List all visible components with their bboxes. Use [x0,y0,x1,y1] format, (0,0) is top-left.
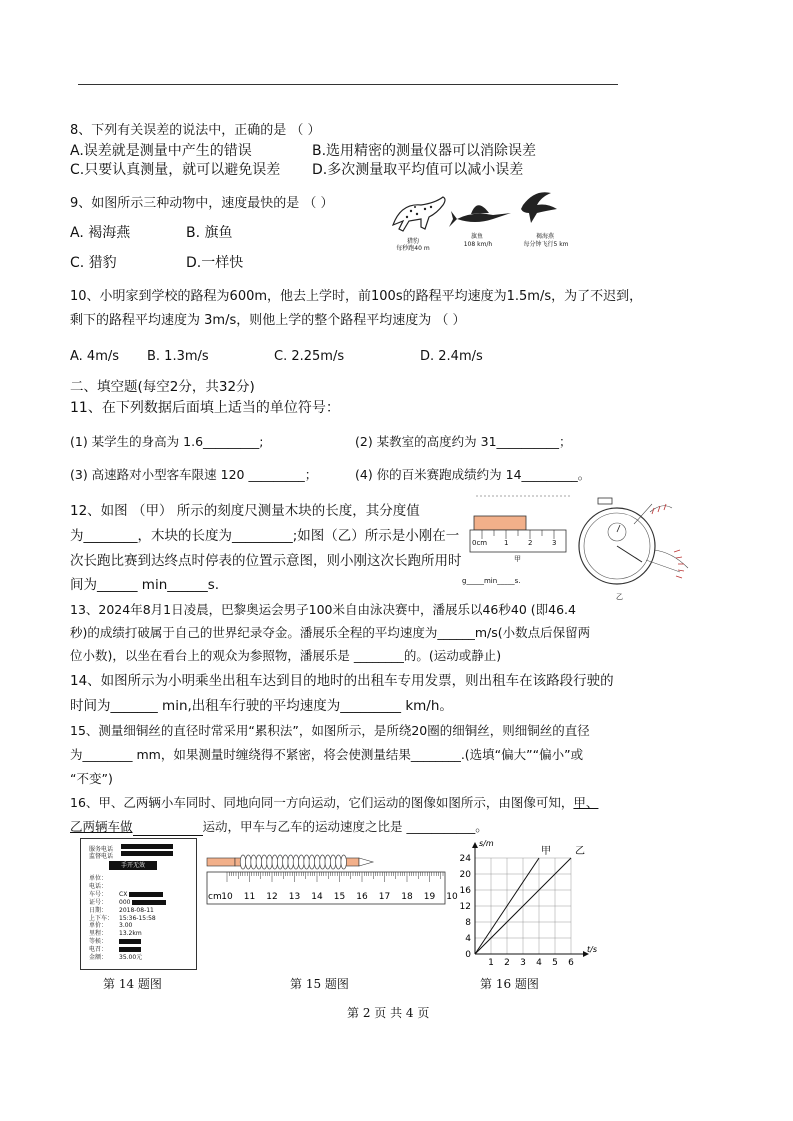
q8-option-a: A.误差就是测量中产生的错误 [70,143,252,159]
q11-part2: (2) 某教室的高度约为 31__________； [355,434,572,449]
coil-loop [256,855,262,869]
coil-loop [283,855,289,869]
coil-loop [304,855,310,869]
series-label-yi: 乙 [575,846,585,857]
coil-loop [320,855,326,869]
cheetah-icon [393,197,445,231]
coil-loop [240,855,246,869]
ruler-tick-label: 16 [356,892,368,902]
q15-line1: 15、测量细铜丝的直径时常采用“累积法”，如图所示，是所绕20圈的细铜丝，则细铜丝的直径 [70,723,590,738]
redacted-bar [119,939,141,944]
q13-line2: 秒)的成绩打破属于自己的世界纪录夺金。潘展乐全程的平均速度为______m/s(小数点后保留两 [70,625,591,640]
q8-stem: 8、下列有关误差的说法中，正确的是 （ ） [70,123,321,138]
coil-ruler-figure [205,848,458,908]
q15-line2: 为________ mm，如果测量时缠绕得不紧密，将会使测量结果________.(选填“偏大”“偏小”或 [70,747,584,762]
ruler-tick-label: 12 [266,892,278,902]
st-chart-svg [455,839,605,972]
ruler-tick-label: 10 [446,892,458,902]
receipt-row-key: 电召： [89,946,108,954]
x-tick-label: 5 [552,958,558,968]
st-chart-figure [455,839,605,972]
receipt-row [89,922,132,929]
cheetah-name: 猎豹 [406,238,419,245]
receipt-row [89,915,156,922]
coil-loop [272,855,278,869]
y-tick-label: 8 [465,918,471,928]
q11-part1: (1) 某学生的身高为 1.6_________; [70,434,264,449]
fig-jia-label: 甲 [514,555,521,563]
receipt-row [89,899,166,906]
q8-option-d: D.多次测量取平均值可以减小误差 [312,162,524,178]
receipt-row-key: 车号： [89,890,108,898]
ruler-tick-1: 1 [504,539,509,547]
ruler-tick-label: 11 [243,892,256,902]
wood-block [474,516,526,530]
receipt-row-key: 里程： [89,930,108,938]
q16-line2-text: 运动，甲车与乙车的运动速度之比是 ___________。 [202,819,488,834]
q10-option-c: C. 2.25m/s [274,349,345,364]
coil-loop [288,855,294,869]
receipt-row-key: 金额： [89,954,108,961]
x-tick-label: 4 [536,958,542,968]
coil-loop [336,855,342,869]
sailfish-icon [449,205,511,227]
coil-loop [267,855,273,869]
receipt-row-key: 上下车： [89,914,114,922]
receipt-row [89,875,119,882]
stopwatch-answer-caption: g_____min_____s. [462,577,521,585]
ruler-tick-label: 19 [423,892,436,902]
q12-line1: 12、如图 （甲） 所示的刻度尺测量木块的长度，其分度值 [70,503,420,519]
ruler-tick-label: 10 [221,892,233,902]
x-tick-label: 2 [504,958,510,968]
header-rule [78,84,618,85]
q16-line1 [70,794,598,812]
coil-ruler-svg [205,848,458,908]
fig-yi-label: 乙 [616,593,623,601]
receipt-row-value: 15:36-15:58 [119,914,156,922]
receipt-row-key: 电话： [89,882,108,890]
q10-line2: 剩下的路程平均速度为 3m/s，则他上学的整个路程平均速度为 （ ） [70,313,466,328]
caption-fig14: 第 14 题图 [103,977,162,991]
q12-line3: 次长跑比赛到达终点时停表的位置示意图，则小刚这次长跑所用时 [70,553,462,569]
taxi-receipt [80,838,197,970]
receipt-row-key: 单位： [89,875,108,882]
ruler-tick-2: 2 [528,539,533,547]
pencil-body [207,858,235,866]
receipt-row-value: CX [119,890,128,898]
redacted-bar [121,851,173,856]
receipt-row [89,883,119,890]
receipt-row [89,891,163,898]
receipt-row-key: 证号： [89,898,108,906]
y-tick-label: 20 [459,870,471,880]
section-2-title: 二、填空题(每空2分，共32分) [70,379,255,395]
coil-loop [330,855,336,869]
q14-line2: 时间为_______ min,出租车行驶的平均速度为_________ km/h。 [70,698,453,714]
q10-option-a: A. 4m/s [70,349,120,364]
coil-loop [293,855,299,869]
ruler-tick-label: 17 [378,892,391,902]
x-tick-label: 1 [488,958,494,968]
q11-stem: 11、在下列数据后面填上适当的单位符号： [70,400,340,416]
q13-line3: 位小数)，以坐在看台上的观众为参照物，潘展乐是 ________的。(运动或静止) [70,648,502,663]
receipt-row [89,938,141,945]
x-tick-label: 6 [568,958,574,968]
coil-loop [277,855,283,869]
pencil-tip [359,858,373,866]
redacted-bar [132,900,166,905]
q13-line1: 13、2024年8月1日凌晨，巴黎奥运会男子100米自由泳决赛中，潘展乐以46秒40 (即46.4 [70,602,576,617]
coil-loop [341,855,347,869]
q9-stem: 9、如图所示三种动物中，速度最快的是 （ ） [70,196,334,211]
ruler-tick-label: 13 [288,892,301,902]
q12-line2: 为________，木块的长度为_________;如图（乙）所示是小刚在一 [70,528,460,544]
receipt-header-supervise: 监督电话 [89,853,114,860]
q8-option-c: C.只要认真测量，就可以避免误差 [70,162,281,178]
swallow-speed: 每分钟飞行5 km [523,241,569,248]
q14-line1: 14、如图所示为小明乘坐出租车达到目的地时的出租车专用发票，则出租车在该路段行驶的 [70,673,614,689]
sailfish-speed: 108 km/h [463,241,493,248]
ruler-tick-3: 3 [552,539,557,547]
q16-line2 [70,818,488,836]
q16-line1-underlined: 甲、 [573,795,599,810]
coil-loop [299,855,305,869]
coil-loop [314,855,320,869]
q10-option-b: B. 1.3m/s [147,349,209,364]
q9-option-c: C. 猎豹 [70,255,117,271]
receipt-row-value: 35.00元 [119,954,143,961]
receipt-row-value: 13.2km [119,930,142,938]
y-tick-label: 24 [459,854,471,864]
y-tick-label: 12 [459,902,471,912]
y-axis-label: s/m [479,839,494,848]
q15-line3: “不变”) [70,771,113,786]
coil-loop [261,855,267,869]
q9-option-d: D.一样快 [186,255,244,271]
q16-blank [133,822,203,836]
cheetah-speed: 每秒跑40 m [396,245,430,252]
q11-part3: (3) 高速路对小型客车限速 120 _________； [70,467,318,482]
swallow-icon [521,192,557,223]
coil-loop [309,855,315,869]
q11-part4: (4) 你的百米赛跑成绩约为 14_________。 [355,467,591,482]
receipt-row-key: 日期： [89,906,108,914]
series-label-jia: 甲 [541,846,551,857]
receipt-row-value: 000 [119,898,131,906]
receipt-row [89,907,154,914]
swallow-name: 褐海燕 [535,233,554,240]
stopwatch-svg [576,492,696,604]
redacted-bar [119,947,141,952]
page-footer: 第 2 页 共 4 页 [347,1006,430,1020]
redacted-bar [129,892,163,897]
x-axis-label: t/s [587,945,597,954]
receipt-row-key: 等候： [89,938,108,946]
y-tick-label: 0 [465,950,471,960]
animals-figure [385,183,585,255]
x-tick-label: 3 [520,958,526,968]
caption-fig16: 第 16 题图 [480,977,539,991]
redacted-bar [121,844,173,849]
q16-line1-text: 16、甲、乙两辆小车同时、同地向同一方向运动，它们运动的图像如图所示，由图像可知， [70,795,574,810]
sailfish-name: 旗鱼 [470,233,483,240]
caption-fig15: 第 15 题图 [290,977,349,991]
coil-loop [246,855,252,869]
copper-coil [240,855,346,869]
q9-option-a: A. 褐海燕 [70,225,131,241]
receipt-row [89,954,142,961]
q10-line1: 10、小明家到学校的路程为600m，他去上学时，前100s的路程平均速度为1.5m/s，为了不迟到， [70,289,643,304]
receipt-row-key: 单价： [89,922,108,930]
y-axis-arrow [472,842,478,848]
ruler-tick-label: 18 [401,892,413,902]
ruler-tick-label: 15 [333,892,346,902]
ruler-tick-label: 14 [311,892,323,902]
q16-line2-underlined: 乙两辆车做 [70,819,133,834]
coil-loop [251,855,257,869]
receipt-header-service: 服务电话 [89,846,114,853]
q12-ruler-figure [462,492,574,592]
receipt-stamp: 手开无效 [109,861,157,870]
q10-option-d: D. 2.4m/s [420,349,483,364]
ruler-tick-0: 0cm [472,539,488,547]
receipt-row [89,946,141,953]
y-tick-label: 4 [465,934,471,944]
q9-option-b: B. 旗鱼 [186,225,233,241]
q8-option-b: B.选用精密的测量仪器可以消除误差 [312,143,537,159]
receipt-row [89,930,142,937]
stopwatch-figure [576,492,696,604]
ruler-unit-label: cm [208,892,222,902]
receipt-row-value: 2018-08-11 [119,906,154,914]
coil-loop [325,855,331,869]
y-tick-label: 16 [459,886,471,896]
q12-line4: 间为______ min______s. [70,577,220,593]
receipt-row-value: 3.00 [119,922,133,930]
